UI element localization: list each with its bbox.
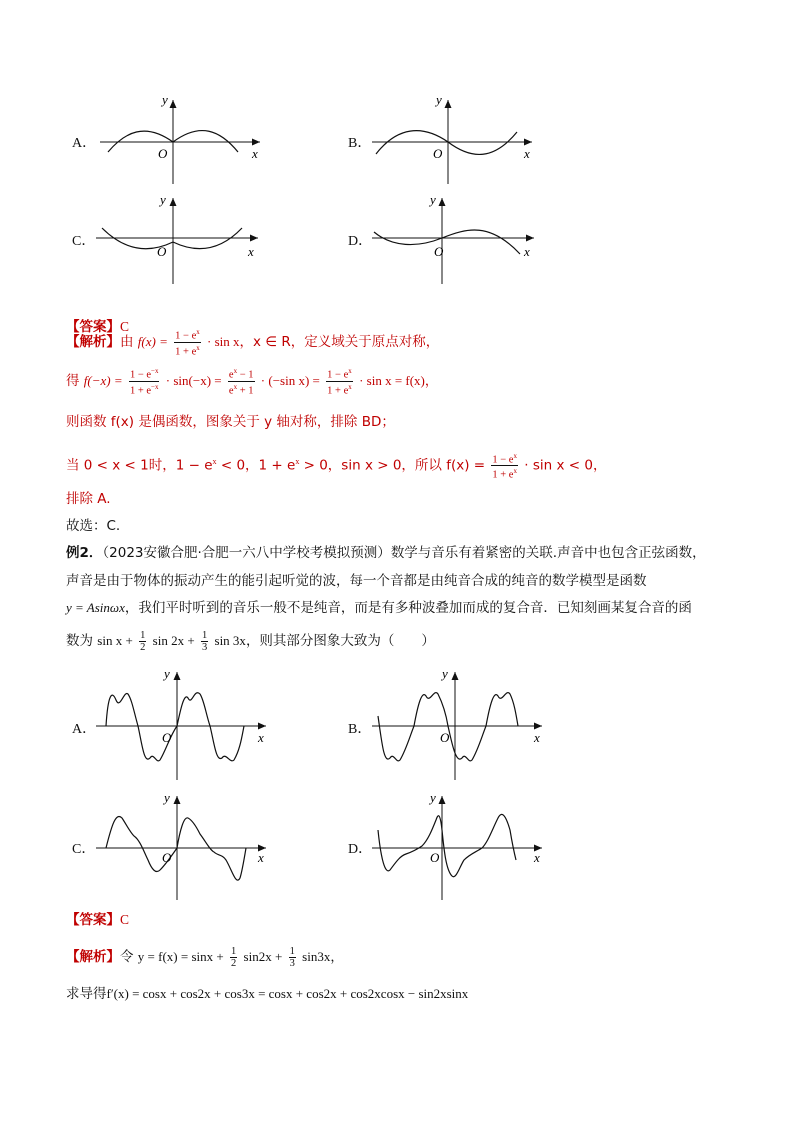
graph-option-c [96,192,266,284]
origin-label: O [433,146,443,161]
example-source: （2023安徽合肥·合肥一六八中学校考模拟预测） [102,545,391,561]
ex2-graph-option-b [372,664,552,780]
answer-tag: 【答案】 [66,319,120,335]
example-2-line-3: y = Asinωx，我们平时听到的音乐一般不是纯音，而是有多种波叠加而成的复合音．已知刻画某复合音的函 [66,600,692,616]
answer-value: C [120,319,130,334]
answer-2 [66,910,129,930]
analysis-tag: 【解析】 [66,949,120,965]
x-axis-label: x [534,850,540,865]
ex2-option-a-label: A． [72,722,97,737]
example-2-line-1: 例2．（2023安徽合肥·合肥一六八中学校考模拟预测）数学与音乐有着紧密的关联.声音中也包含正弦函数， [66,545,706,561]
origin-label: O [158,146,168,161]
option-d-label: D． [348,234,373,249]
x-axis-label: x [524,244,530,259]
analysis-1-line-5: 排除 A. [66,491,111,507]
graph-option-a [100,92,270,184]
x-axis-label: x [534,730,540,745]
option-b-label: B． [348,136,372,151]
origin-label: O [157,244,167,259]
x-axis-label: x [524,146,530,161]
y-axis-label: y [430,192,436,207]
analysis-1-line-2: 得 f(−x) = $\frac{1 - e^{-x}}{1 + e^{-x}}$ · sin(−x) = $\frac{e^x - 1}{e^x + 1}$ · (−sin x) = $\frac{1 - e^x}{1 + e^x}$ · sin x = f(x)， [66,367,438,396]
origin-label: O [430,850,440,865]
analysis-1-line-3: 则函数 f(x) 是偶函数，图象关于 y 轴对称，排除 BD； [66,414,395,430]
origin-label: O [162,730,172,745]
x-axis-label: x [248,244,254,259]
analysis-1-line-6: 故选：C. [66,518,121,534]
y-axis-label: y [162,92,168,107]
x-axis-label: x [258,730,264,745]
ex2-graph-option-c [96,790,276,900]
analysis-tag: 【解析】 [66,334,120,350]
x-axis-label: x [252,146,258,161]
analysis-2-line-1: 【解析】令 y = f(x) = sinx + $\frac{1}{2}$ sin2x + $\frac{1}{3}$ sin3x， [66,945,344,969]
ex2-option-b-label: B． [348,722,372,737]
y-axis-label: y [164,790,170,805]
y-axis-label: y [164,666,170,681]
analysis-2-line-2: 求导得f′(x) = cosx + cos2x + cos3x = cosx + cos2x + cos2xcosx − sin2xsinx [66,986,469,1002]
origin-label: O [440,730,450,745]
x-axis-label: x [258,850,264,865]
option-c-label: C． [72,234,96,249]
example-2-line-4: 数为 sin x + $\frac{1}{2}$ sin 2x + $\frac{1}{3}$ sin 3x，则其部分图象大致为（ ） [66,629,435,653]
analysis-1-line-4: 当 0 < x < 1时，$1 - e^x < 0$，$1 + e^x > 0$，sin x > 0，所以 f(x) = $\frac{1 - e^x}{1 + e^x}$ · sin x < 0， [66,451,607,481]
origin-label: O [434,244,444,259]
option-a-label: A． [72,136,97,151]
y-axis-label: y [160,192,166,207]
ex2-graph-option-d [372,790,552,900]
ex2-option-d-label: D． [348,842,373,857]
origin-label: O [162,850,172,865]
ex2-option-c-label: C． [72,842,96,857]
graph-option-b [372,92,542,184]
answer-value: C [120,912,130,927]
graph-option-d [372,192,542,284]
analysis-1-line-1: 【解析】由 f(x) = $\frac{1 - e^x}{1 + e^x}$ · sin x，x ∈ R，定义域关于原点对称， [66,328,440,357]
y-axis-label: y [430,790,436,805]
y-axis-label: y [436,92,442,107]
y-axis-label: y [442,666,448,681]
ex2-graph-option-a [96,664,276,780]
example-label: 例2． [66,545,103,561]
example-2-line-2: 声音是由于物体的振动产生的能引起听觉的波，每一个音都是由纯音合成的纯音的数学模型是函数 [66,573,647,589]
answer-tag: 【答案】 [66,912,120,928]
